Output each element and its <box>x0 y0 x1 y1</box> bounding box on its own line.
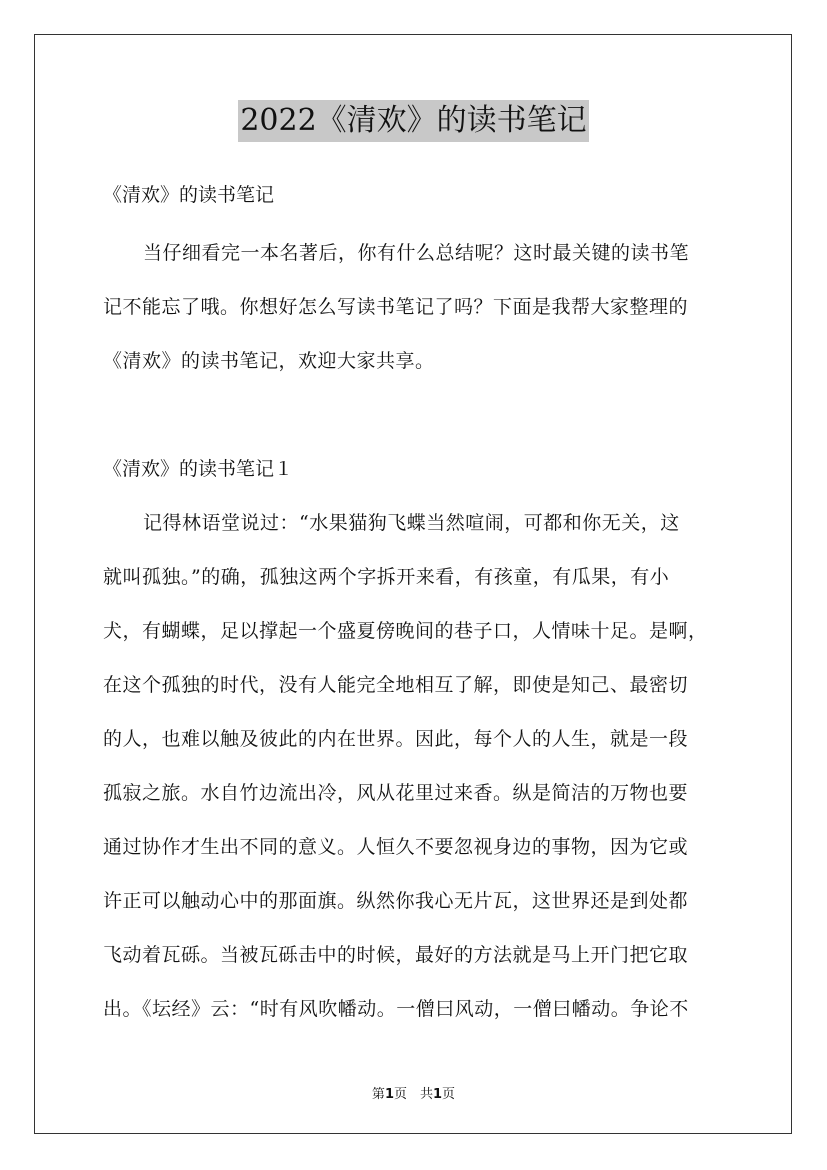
section1-line-9: 飞动着瓦砾。当被瓦砾击中的时候，最好的方法就是马上开门把它取 <box>103 944 689 966</box>
title-container <box>0 100 827 142</box>
section1-line-5: 的人，也难以触及彼此的内在世界。因此，每个人的人生，就是一段 <box>103 728 689 750</box>
intro-line-2: 记不能忘了哦。你想好怎么写读书笔记了吗？下面是我帮大家整理的 <box>103 296 689 318</box>
document-title: 2022《清欢》的读书笔记 <box>238 100 588 142</box>
section1-line-1: 记得林语堂说过：“水果猫狗飞蝶当然喧闹，可都和你无关，这 <box>143 512 680 534</box>
section1-line-8: 许正可以触动心中的那面旗。纵然你我心无片瓦，这世界还是到处都 <box>103 890 689 912</box>
footer-page-total: 1 <box>433 1087 443 1102</box>
footer-page-number: 1 <box>384 1087 394 1102</box>
section1-heading: 《清欢》的读书笔记１ <box>103 458 294 480</box>
document-heading: 《清欢》的读书笔记 <box>103 184 275 206</box>
section1-line-4: 在这个孤独的时代，没有人能完全地相互了解，即使是知己、最密切 <box>103 674 689 696</box>
section1-line-3: 犬，有蝴蝶，足以撑起一个盛夏傍晚间的巷子口，人情味十足。是啊， <box>103 620 708 642</box>
footer-page-prefix: 第 <box>371 1087 385 1102</box>
intro-line-1: 当仔细看完一本名著后，你有什么总结呢？这时最关键的读书笔 <box>143 242 690 264</box>
footer-page-mid: 页 共 <box>393 1087 433 1102</box>
intro-line-3: 《清欢》的读书笔记，欢迎大家共享。 <box>103 350 435 372</box>
section1-line-10: 出。《坛经》云：“时有风吹幡动。一僧曰风动，一僧曰幡动。争论不 <box>103 998 689 1020</box>
page-footer <box>0 1083 827 1102</box>
section1-line-7: 通过协作才生出不同的意义。人恒久不要忽视身边的事物，因为它或 <box>103 836 689 858</box>
footer-page-suffix: 页 <box>442 1087 456 1102</box>
section1-line-6: 孤寂之旅。水自竹边流出冷，风从花里过来香。纵是简洁的万物也要 <box>103 782 689 804</box>
section1-line-2: 就叫孤独。”的确，孤独这两个字拆开来看，有孩童，有瓜果，有小 <box>103 566 670 588</box>
